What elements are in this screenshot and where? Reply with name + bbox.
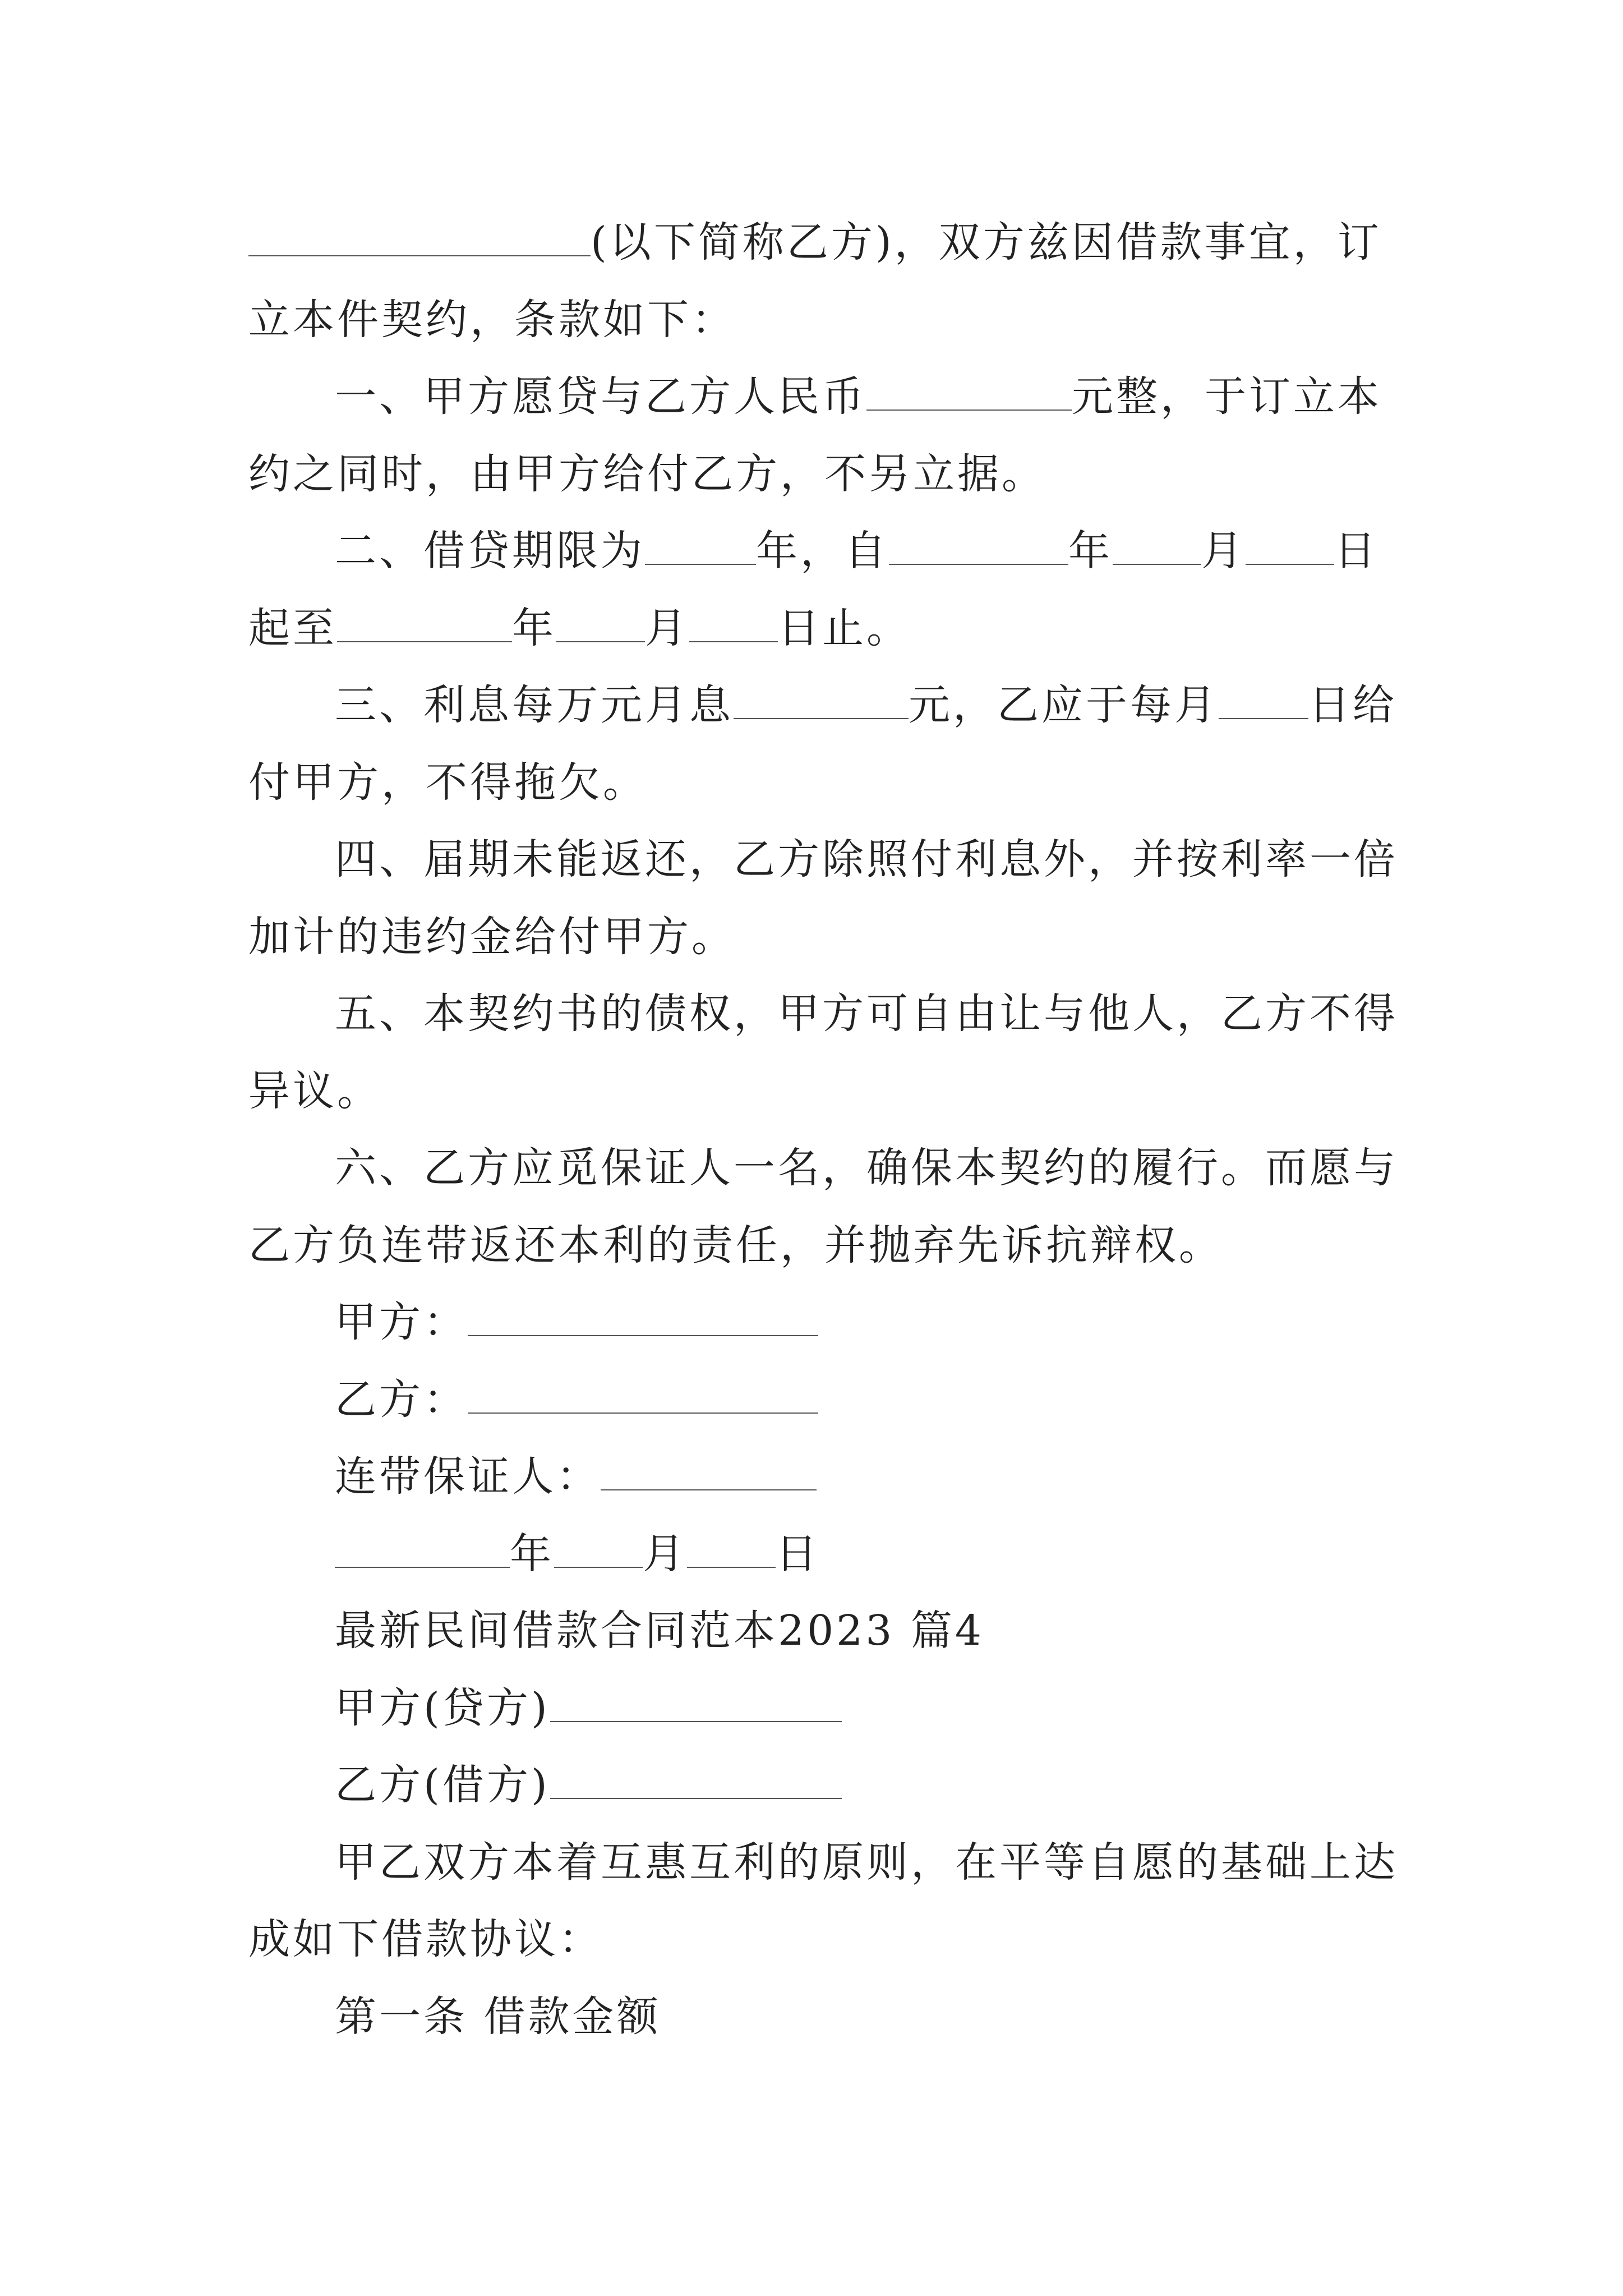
- blank-line: [248, 214, 591, 256]
- signature-label: 乙方：: [335, 1375, 468, 1424]
- blank-line: [1246, 522, 1334, 565]
- section-heading: [335, 1597, 984, 1664]
- clause-5-line: [335, 980, 1398, 1047]
- paragraph-text: 立本件契约，条款如下：: [248, 296, 736, 344]
- clause-text: 日止。: [778, 604, 911, 652]
- date-label: 月: [643, 1530, 687, 1578]
- clause-text: 五、本契约书的债权，甲方可自由让与他人，乙方不得: [335, 990, 1398, 1038]
- clause-text: 年: [1068, 527, 1113, 575]
- signature-blank: [468, 1294, 818, 1336]
- text-line: [248, 903, 736, 970]
- clause-text: 年: [512, 604, 556, 652]
- clause-2-line: [335, 517, 1378, 585]
- signature-label: 连带保证人：: [335, 1452, 601, 1501]
- clause-4-line: [335, 826, 1398, 893]
- clause-text: 起至: [248, 604, 337, 652]
- signature-guarantor: [335, 1443, 817, 1510]
- text-line: [248, 1906, 603, 1973]
- blank-line: [889, 522, 1068, 565]
- text-line: [248, 1212, 1223, 1279]
- clause-text: 三、利息每万元月息: [335, 681, 734, 729]
- date-label: 年: [510, 1530, 554, 1578]
- signature-blank: [468, 1371, 818, 1414]
- amount-blank: [866, 368, 1072, 411]
- party-label: 乙方(借方): [335, 1761, 550, 1809]
- signature-party-b: [335, 1366, 818, 1433]
- section-title: 最新民间借款合同范本2023 篇4: [335, 1607, 984, 1655]
- blank-line: [645, 522, 756, 565]
- text-line: [248, 749, 647, 816]
- date-label: 日: [776, 1530, 820, 1578]
- text-line: [248, 286, 736, 353]
- signature-date: [335, 1520, 820, 1588]
- clause-text: 月: [1201, 527, 1246, 575]
- blank-line: [335, 1525, 510, 1568]
- paragraph-text: 异议。: [248, 1067, 381, 1115]
- blank-line: [734, 677, 909, 719]
- clause-text: 月: [645, 604, 689, 652]
- paragraph-text: 加计的违约金给付甲方。: [248, 913, 736, 961]
- signature-label: 甲方：: [335, 1298, 468, 1346]
- paragraph-text: 成如下借款协议：: [248, 1915, 603, 1963]
- lender-line: [335, 1674, 842, 1742]
- clause-text: 四、届期未能返还，乙方除照付利息外，并按利率一倍: [335, 835, 1398, 884]
- blank-line: [337, 600, 512, 642]
- clause-text: 六、乙方应觅保证人一名，确保本契约的履行。而愿与: [335, 1144, 1398, 1192]
- blank-line: [554, 1525, 643, 1568]
- borrower-line: [335, 1751, 842, 1819]
- signature-blank: [601, 1448, 817, 1490]
- clause-text: 日给: [1308, 681, 1397, 729]
- blank-line: [550, 1756, 842, 1799]
- clause-text: 二、借贷期限为: [335, 527, 645, 575]
- text-line: [248, 1057, 381, 1125]
- clause-text: 元整，于订立本: [1072, 372, 1382, 421]
- blank-line: [1219, 677, 1308, 719]
- clause-text: 年，自: [756, 527, 889, 575]
- text-line: [248, 595, 911, 662]
- text-line: [248, 440, 1046, 508]
- clause-1-line: [335, 363, 1382, 430]
- paragraph-text: 约之同时，由甲方给付乙方，不另立据。: [248, 450, 1046, 498]
- clause-3-line: [335, 671, 1397, 739]
- clause-text: 一、甲方愿贷与乙方人民币: [335, 372, 866, 421]
- text-line: [248, 209, 1382, 276]
- paragraph-text: 乙方负连带返还本利的责任，并抛弃先诉抗辩权。: [248, 1221, 1223, 1269]
- signature-party-a: [335, 1289, 818, 1356]
- party-label: 甲方(贷方): [335, 1684, 550, 1732]
- paragraph-text: 付甲方，不得拖欠。: [248, 758, 647, 807]
- article-title: 第一条 借款金额: [335, 1993, 661, 2041]
- blank-line: [556, 600, 645, 642]
- article-heading: [335, 1983, 661, 2050]
- agreement-intro: [335, 1829, 1398, 1896]
- paragraph-text: 甲乙双方本着互惠互利的原则，在平等自愿的基础上达: [335, 1838, 1398, 1887]
- blank-line: [550, 1680, 842, 1722]
- clause-text: 日: [1334, 527, 1378, 575]
- clause-text: 元，乙应于每月: [909, 681, 1219, 729]
- blank-line: [689, 600, 778, 642]
- blank-line: [687, 1525, 776, 1568]
- paragraph-text: (以下简称乙方)，双方兹因借款事宜，订: [591, 218, 1382, 266]
- clause-6-line: [335, 1134, 1398, 1202]
- blank-line: [1113, 522, 1201, 565]
